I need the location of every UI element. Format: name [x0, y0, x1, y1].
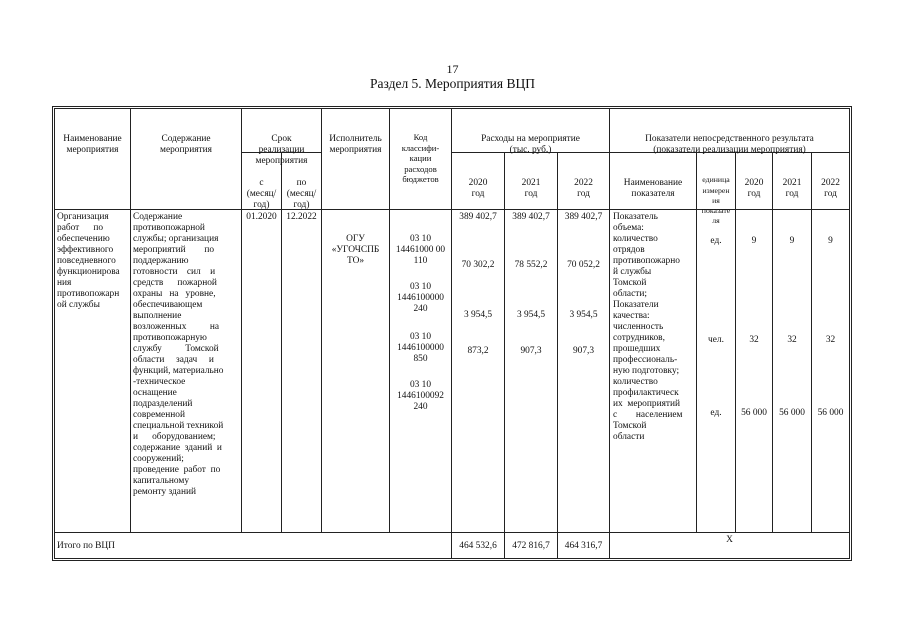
indicator-unit: ед.	[710, 236, 722, 246]
header-term-to: по (месяц/ год)	[286, 178, 317, 210]
activity-content-line: Содержание	[133, 212, 183, 222]
indicator-name-line: Показатель	[613, 212, 658, 222]
indicator-2022: 9	[828, 236, 833, 246]
expense-2020: 389 402,7	[459, 212, 497, 222]
activity-content-line: и оборудованием;	[133, 432, 216, 442]
header-ind-2021: 2021 год	[782, 178, 802, 199]
expense-2021: 907,3	[520, 346, 542, 356]
header-term-from: с (месяц/ год)	[246, 178, 277, 210]
expense-2021: 78 552,2	[514, 260, 548, 270]
activity-content-line: капитальному	[133, 476, 190, 486]
executor-value: ОГУ «УГОЧСПБ ТО»	[331, 234, 380, 266]
total-mark: Х	[726, 535, 733, 545]
activity-content-line: ремонту зданий	[133, 487, 197, 497]
expense-2020: 873,2	[467, 346, 489, 356]
activity-content-line: службы; организация	[133, 234, 219, 244]
activity-name-line: обеспечению	[57, 234, 110, 244]
indicator-name-line: объема:	[613, 223, 644, 233]
total-2021: 472 816,7	[512, 541, 550, 551]
indicator-name-line: их мероприятий	[613, 399, 681, 409]
activity-content-line: функций, материально	[133, 366, 224, 376]
activity-content-line: службу Томской	[133, 344, 219, 354]
indicator-2020: 32	[749, 335, 759, 345]
activity-content-line: противопожарную	[133, 333, 207, 343]
term-from-value: 01.2020	[246, 212, 277, 222]
activity-content-line: специальной техникой	[133, 421, 224, 431]
indicator-2020: 9	[751, 236, 757, 246]
activity-content-line: охраны на уровне,	[133, 289, 216, 299]
expense-2022: 389 402,7	[564, 212, 603, 222]
header-content: Содержание мероприятия	[160, 134, 212, 155]
indicator-name-line: количество	[613, 234, 658, 244]
total-2022: 464 316,7	[564, 541, 603, 551]
activity-content-line: возложенных на	[133, 322, 220, 332]
header-ind-2020: 2020 год	[744, 178, 764, 199]
indicator-2021: 9	[789, 236, 795, 246]
indicator-2021: 56 000	[779, 408, 805, 418]
activity-content-line: средств пожарной	[133, 278, 217, 288]
budget-code: 03 10 14461000 00 110	[395, 234, 446, 266]
indicator-name-line: противопожарно	[613, 256, 680, 266]
expense-2021: 3 954,5	[516, 310, 546, 320]
indicator-name-line: Томской	[613, 278, 647, 288]
activity-content-line: оснащение	[133, 388, 177, 398]
expense-2022: 907,3	[572, 346, 595, 356]
activity-content-line: противопожарной	[133, 223, 205, 233]
header-code: Код классифи- кации расходов бюджетов	[401, 132, 440, 184]
expense-2022: 3 954,5	[569, 310, 598, 320]
header-expenses: Расходы на мероприятие (тыс. руб.)	[481, 134, 580, 155]
activity-content-line: сооружений;	[133, 454, 184, 464]
header-exp-2021: 2021 год	[521, 178, 541, 199]
budget-code: 03 10 1446100000 240	[397, 282, 444, 314]
indicator-2021: 32	[787, 335, 797, 345]
indicator-name-line: численность	[613, 322, 664, 332]
indicator-name-line: профилактическ	[613, 388, 679, 398]
activity-content-line: области задач и	[133, 355, 214, 365]
indicator-name-line: области;	[613, 289, 647, 299]
header-name: Наименование мероприятия	[63, 134, 122, 155]
header-indicator-name: Наименование показателя	[623, 178, 683, 199]
activity-name-line: ния	[57, 278, 72, 288]
header-indicators: Показатели непосредственного результата (показатели реализации мероприятия)	[645, 134, 814, 155]
indicator-name-line: профессиональ-	[613, 355, 678, 365]
indicator-name-line: ную подготовку;	[613, 366, 680, 376]
indicator-name-line: качества:	[613, 311, 650, 321]
activity-name-line: ой службы	[57, 300, 100, 310]
activity-content-line: выполнение	[133, 311, 182, 321]
indicator-names	[613, 212, 695, 443]
indicator-unit: чел.	[708, 335, 724, 345]
indicator-name-line: Томской	[613, 421, 647, 431]
activity-content-line: поддержанию	[133, 256, 189, 266]
header-exp-2020: 2020 год	[468, 178, 488, 199]
activity-content-line: -техническое	[133, 377, 186, 387]
activity-content-line: подразделений	[133, 399, 193, 409]
header-ind-2022: 2022 год	[821, 178, 840, 199]
indicator-name-line: прошедших	[613, 344, 661, 354]
activity-name-line: функционирова	[57, 267, 120, 277]
activity-content-line: проведение работ по	[133, 465, 221, 475]
activity-content-line: содержание зданий и	[133, 443, 222, 453]
expense-2022: 70 052,2	[567, 260, 600, 270]
header-executor: Исполнитель мероприятия	[329, 134, 382, 155]
activity-content-line: обеспечивающем	[133, 300, 203, 310]
indicator-name-line: сотрудников,	[613, 333, 665, 343]
indicator-unit: ед.	[710, 408, 722, 418]
expense-2021: 389 402,7	[512, 212, 550, 222]
activity-name	[57, 212, 129, 311]
header-indicator-unit: единица измерен ия показате ля	[701, 175, 731, 226]
activity-name-line: повседневного	[57, 256, 116, 266]
header-term: Срок реализации мероприятия	[255, 134, 308, 166]
expense-2020: 3 954,5	[463, 310, 493, 320]
activity-content-line: мероприятий по	[133, 245, 215, 255]
indicator-2022: 32	[825, 335, 836, 345]
indicator-2022: 56 000	[817, 408, 844, 418]
activity-name-line: работ по	[57, 223, 104, 233]
total-label: Итого по ВЦП	[57, 541, 115, 551]
total-2020: 464 532,6	[459, 541, 497, 551]
term-to-value: 12.2022	[286, 212, 317, 222]
page-number: 17	[446, 62, 459, 76]
budget-code: 03 10 1446100000 850	[397, 332, 444, 364]
indicator-name-line: Показатели	[613, 300, 659, 310]
expense-2020: 70 302,2	[461, 260, 495, 270]
indicator-name-line: й службы	[613, 267, 652, 277]
indicator-name-line: области	[613, 432, 645, 442]
indicator-name-line: отрядов	[613, 245, 645, 255]
activity-name-line: эффективного	[57, 245, 114, 255]
activity-name-line: противопожарн	[57, 289, 120, 299]
budget-code: 03 10 1446100092 240	[397, 380, 444, 412]
activity-content-line: современной	[133, 410, 185, 420]
activity-name-line: Организация	[57, 212, 109, 222]
indicator-2020: 56 000	[741, 408, 767, 418]
header-exp-2022: 2022 год	[574, 178, 593, 199]
indicator-name-line: с населением	[613, 410, 683, 420]
activity-content-line: готовности сил и	[133, 267, 216, 277]
page-title: Раздел 5. Мероприятия ВЦП	[370, 76, 535, 91]
indicator-name-line: количество	[613, 377, 658, 387]
activity-content	[133, 212, 240, 498]
